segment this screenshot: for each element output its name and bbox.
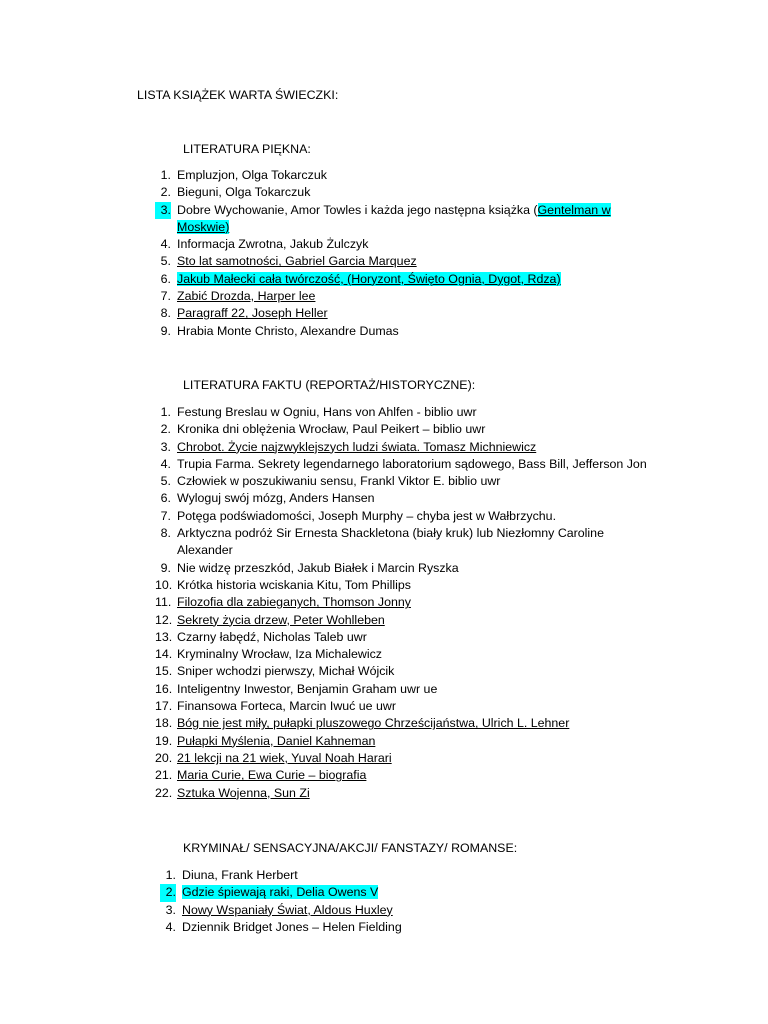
item-number: 5. [160, 474, 171, 489]
item-number: 6. [160, 491, 171, 506]
item-text [177, 490, 375, 507]
item-text [177, 646, 382, 663]
item-title: Hrabia Monte Christo, Alexandre Dumas [177, 323, 399, 338]
item-text [177, 663, 394, 680]
item-title: Gdzie śpiewają raki, Delia Owens V [182, 885, 379, 900]
item-number: 8. [160, 526, 171, 541]
item-highlighted-title: Gentelman w [537, 202, 611, 217]
item-number: 17. [155, 699, 173, 714]
item-title: Kronika dni oblężenia Wrocław, Paul Peikert – biblio uwr [177, 422, 486, 437]
item-number: 10. [155, 577, 173, 592]
item-text [177, 456, 647, 473]
item-number: 15. [155, 664, 173, 679]
item-text [177, 750, 392, 767]
item-number: 5. [160, 254, 171, 269]
item-title: Finansowa Forteca, Marcin Iwuć ue uwr [177, 699, 396, 714]
item-number: 2. [160, 422, 171, 437]
item-number: 4. [160, 237, 171, 252]
item-title: Filozofia dla zabieganych, Thomson Jonny [177, 595, 411, 610]
item-text [177, 767, 366, 784]
item-text [177, 167, 327, 184]
item-title: Arktyczna podróż Sir Ernesta Shackletona (biały kruk) lub Niezłomny Caroline [177, 526, 604, 541]
item-number: 1. [165, 868, 176, 882]
document-title: LISTA KSIĄŻEK WARTA ŚWIECZKI: [137, 88, 339, 102]
item-text [177, 439, 536, 456]
item-text [182, 902, 393, 919]
item-number: 20. [155, 750, 173, 765]
item-number: 12. [155, 612, 173, 627]
item-number: 8. [160, 306, 171, 321]
item-title: Zabić Drozda, Harper lee [177, 289, 316, 304]
section-heading-nonfiction: LITERATURA FAKTU (REPORTAŻ/HISTORYCZNE): [183, 378, 476, 392]
item-title: Człowiek w poszukiwaniu sensu, Frankl Viktor E. biblio uwr [177, 474, 501, 489]
item-title: Nowy Wspaniały Świat, Aldous Huxley [182, 902, 393, 917]
item-text [177, 288, 315, 305]
item-text [177, 681, 437, 698]
item-number: 1. [160, 168, 171, 182]
item-number: 19. [155, 733, 173, 748]
item-title: Potęga podświadomości, Joseph Murphy – chyba jest w Wałbrzychu. [177, 508, 557, 523]
item-number: 6. [160, 271, 171, 286]
item-title: Inteligentny Inwestor, Benjamin Graham uwr ue [177, 681, 438, 696]
item-title: Diuna, Frank Herbert [182, 868, 298, 882]
item-number: 13. [155, 629, 173, 644]
item-text-continued: Moskwie) [177, 219, 230, 234]
section-heading-crime: KRYMINAŁ/ SENSACYJNA/AKCJI/ FANSTAZY/ ROMANSE: [183, 841, 518, 855]
item-text [177, 323, 399, 340]
item-text [177, 202, 611, 237]
item-text [177, 629, 367, 646]
item-text [182, 884, 378, 901]
item-text [177, 236, 368, 253]
item-title: Sekrety życia drzew, Peter Wohlleben [177, 612, 385, 627]
item-number: 7. [160, 289, 171, 304]
item-number: 9. [160, 560, 171, 575]
item-text [177, 785, 310, 802]
item-title: Paragraff 22, Joseph Heller [177, 306, 328, 321]
item-text [177, 715, 569, 732]
item-number: 22. [155, 785, 173, 800]
item-title: Festung Breslau w Ogniu, Hans von Ahlfen - biblio uwr [177, 405, 477, 419]
item-number: 18. [155, 716, 173, 731]
item-text [177, 508, 556, 525]
item-text [177, 271, 561, 288]
item-text [177, 612, 385, 629]
item-title: Bóg nie jest miły, pułapki pluszowego Chrześcijaństwa, Ulrich L. Lehner [177, 716, 570, 731]
item-number: 3. [155, 202, 171, 219]
item-text [177, 733, 375, 750]
item-text [177, 577, 411, 594]
item-number: 2. [160, 884, 176, 901]
item-title: 21 lekcji na 21 wiek, Yuval Noah Harari [177, 750, 392, 765]
item-title: Maria Curie, Ewa Curie – biografia [177, 768, 367, 783]
item-number: 14. [155, 647, 173, 662]
item-number: 2. [160, 185, 171, 200]
item-title: Dziennik Bridget Jones – Helen Fielding [182, 919, 402, 934]
item-title: Sniper wchodzi pierwszy, Michał Wójcik [177, 664, 395, 679]
item-title: Pułapki Myślenia, Daniel Kahneman [177, 733, 376, 748]
item-text [177, 305, 328, 322]
item-text [177, 253, 417, 270]
item-text [177, 421, 485, 438]
item-title: Wyloguj swój mózg, Anders Hansen [177, 491, 375, 506]
item-number: 9. [160, 323, 171, 338]
item-title: Nie widzę przeszkód, Jakub Białek i Marcin Ryszka [177, 560, 459, 575]
item-text [177, 560, 459, 577]
item-title: Chrobot. Życie najzwyklejszych ludzi świata. Tomasz Michniewicz [177, 439, 537, 454]
item-number: 1. [160, 405, 171, 419]
item-title: Dobre Wychowanie, Amor Towles i każda jego następna książka ( [177, 202, 538, 217]
item-number: 16. [155, 681, 173, 696]
item-text [177, 473, 500, 490]
item-number: 3. [165, 902, 176, 917]
item-number: 21. [155, 768, 173, 783]
item-text [177, 698, 396, 715]
item-number: 4. [165, 919, 176, 934]
item-text [177, 525, 604, 560]
item-text [177, 594, 411, 611]
item-title: Jakub Małecki cała twórczość, (Horyzont, Święto Ognia, Dygot, Rdza) [177, 271, 561, 286]
item-title: Krótka historia wciskania Kitu, Tom Phillips [177, 577, 411, 592]
item-title: Trupia Farma. Sekrety legendarnego laboratorium sądowego, Bass Bill, Jefferson Jon [177, 456, 647, 471]
item-title: Sto lat samotności, Gabriel Garcia Marquez [177, 254, 417, 269]
item-text [182, 919, 402, 936]
item-title: Empluzjon, Olga Tokarczuk [177, 168, 327, 182]
item-title: Bieguni, Olga Tokarczuk [177, 185, 311, 200]
item-title: Sztuka Wojenna, Sun Zi [177, 785, 310, 800]
item-title: Kryminalny Wrocław, Iza Michalewicz [177, 647, 382, 662]
item-number: 3. [160, 439, 171, 454]
item-text [177, 404, 477, 421]
item-number: 4. [160, 456, 171, 471]
item-number: 11. [155, 595, 172, 610]
item-title: Czarny łabędź, Nicholas Taleb uwr [177, 629, 367, 644]
section-heading-fiction: LITERATURA PIĘKNA: [183, 142, 311, 156]
item-text [177, 184, 310, 201]
item-number: 7. [160, 508, 171, 523]
item-text [182, 867, 298, 884]
item-title: Informacja Zwrotna, Jakub Żulczyk [177, 237, 369, 252]
item-text-continued: Alexander [177, 543, 233, 558]
